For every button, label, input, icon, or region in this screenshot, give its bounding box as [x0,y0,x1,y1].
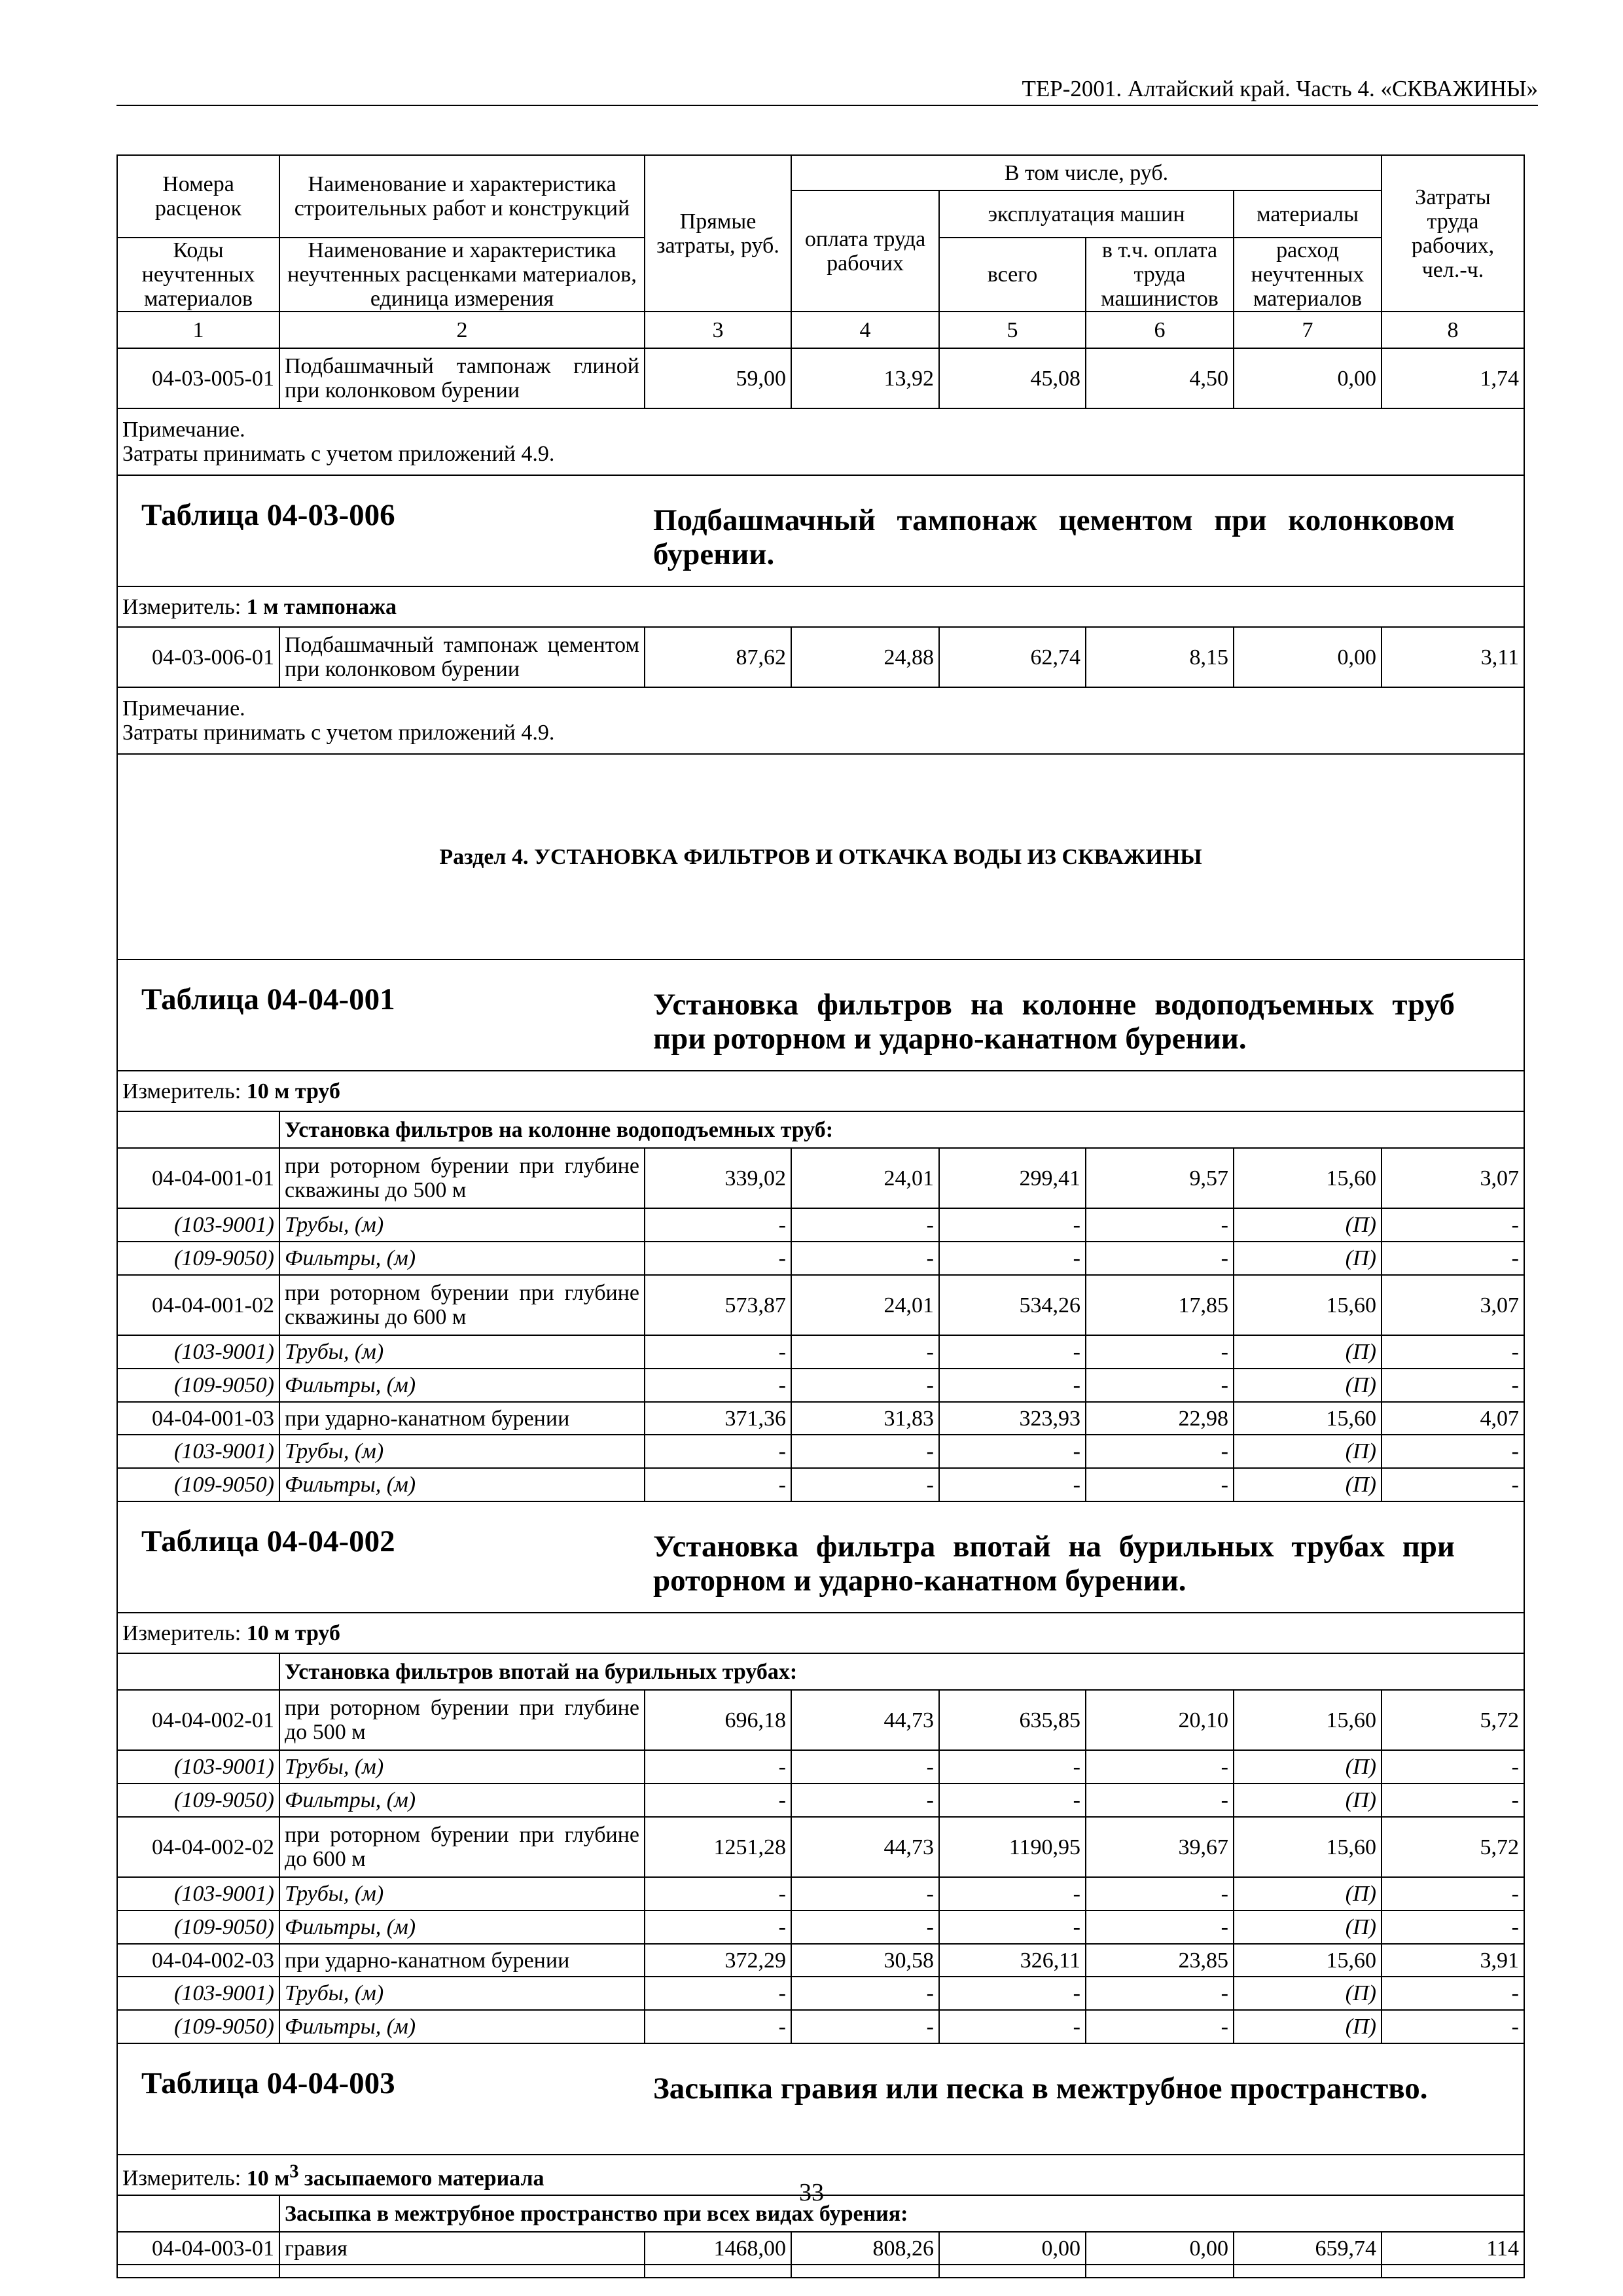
material-value: - [939,1242,1086,1275]
machinists-pay: 17,85 [1086,1275,1234,1335]
rate-description: Подбашмачный тампонаж цементом при колонковом бурении [279,627,645,687]
table-id: Таблица 04-04-001 [141,982,395,1016]
rate-description: Подбашмачный тампонаж глиной при колонковом бурении [279,348,645,408]
material-value: (П) [1234,1784,1382,1817]
rate-code: 04-04-001-03 [117,1402,279,1435]
rate-code: 04-04-001-02 [117,1275,279,1335]
direct-cost: 87,62 [645,627,791,687]
material-value: - [939,1208,1086,1242]
direct-cost: 59,00 [645,348,791,408]
machines-total: 62,74 [939,627,1086,687]
measure-row [117,1071,1524,1111]
direct-cost: 1251,28 [645,1817,791,1877]
material-name: Фильтры, (м) [279,1468,645,1501]
machinists-pay: 0,00 [1086,2232,1234,2265]
table-title: Подбашмачный тампонаж цементом при колонковом бурении. [653,503,1455,571]
material-value: - [791,1242,939,1275]
machinists-pay: 4,50 [1086,348,1234,408]
empty-cell [117,1653,279,1690]
material-value: - [1382,1468,1524,1501]
section-title: Раздел 4. УСТАНОВКА ФИЛЬТРОВ И ОТКАЧКА ВОДЫ ИЗ СКВАЖИНЫ [117,754,1524,960]
material-name: Трубы, (м) [279,1977,645,2010]
material-name: Трубы, (м) [279,1335,645,1369]
machines-total: 534,26 [939,1275,1086,1335]
rate-description: при роторном бурении при глубине скважины до 500 м [279,1148,645,1208]
material-value: - [939,1468,1086,1501]
direct-cost: 1468,00 [645,2232,791,2265]
material-row [117,2010,1524,2043]
measure-label: Измеритель: [122,2166,241,2191]
labor-hours: 5,72 [1382,1690,1524,1750]
material-value: - [791,1435,939,1468]
labor-pay: 13,92 [791,348,939,408]
rate-description: при ударно-канатном бурении [279,1944,645,1977]
material-value: - [645,2010,791,2043]
materials-cost: 15,60 [1234,1275,1382,1335]
material-value: - [1086,1877,1234,1910]
empty-cell [939,2265,1086,2278]
measure-value: 10 м труб [246,1079,340,1103]
col-machines-total-header: всего [939,238,1086,312]
material-value: - [791,1335,939,1369]
empty-cell [1086,2265,1234,2278]
note [117,687,1524,754]
measure-unit-rest: засыпаемого материала [304,2166,544,2191]
material-value: - [1382,1335,1524,1369]
table-heading [117,1501,1524,1613]
material-name: Фильтры, (м) [279,1910,645,1944]
col-direct-header: Прямые затраты, руб. [645,155,791,312]
material-name: Трубы, (м) [279,1435,645,1468]
material-value: - [939,1877,1086,1910]
labor-hours: 3,11 [1382,627,1524,687]
column-numbers-row [117,312,1524,348]
material-name: Фильтры, (м) [279,1242,645,1275]
labor-hours: 5,72 [1382,1817,1524,1877]
material-value: - [1086,1369,1234,1402]
material-value: - [791,1208,939,1242]
column-number: 3 [645,312,791,348]
material-value: - [791,1468,939,1501]
labor-hours: 3,07 [1382,1148,1524,1208]
column-number: 4 [791,312,939,348]
material-code: (103-9001) [117,1877,279,1910]
material-code: (109-9050) [117,1784,279,1817]
material-value: - [645,1877,791,1910]
rate-description: при роторном бурении при глубине до 500 м [279,1690,645,1750]
subhead-row [117,1111,1524,1148]
labor-pay: 30,58 [791,1944,939,1977]
material-value: - [791,1877,939,1910]
material-value: - [939,1977,1086,2010]
table-title: Засыпка гравия или песка в межтрубное пространство. [653,2072,1428,2106]
material-value: - [1382,1435,1524,1468]
col-materials-header: материалы [1234,190,1382,238]
labor-hours: 4,07 [1382,1402,1524,1435]
col-including-header: В том числе, руб. [791,155,1382,190]
material-name: Трубы, (м) [279,1208,645,1242]
direct-cost: 371,36 [645,1402,791,1435]
column-number: 2 [279,312,645,348]
material-value: (П) [1234,1977,1382,2010]
table-title: Установка фильтра впотай на бурильных трубах при роторном и ударно-канатном бурении. [653,1530,1455,1598]
materials-cost: 659,74 [1234,2232,1382,2265]
direct-cost: 696,18 [645,1690,791,1750]
rate-description: при роторном бурении при глубине до 600 м [279,1817,645,1877]
empty-cell [279,2265,645,2278]
material-value: - [1086,1910,1234,1944]
material-value: - [791,2010,939,2043]
table-heading-row [117,960,1524,1071]
material-value: - [1086,1468,1234,1501]
machinists-pay: 39,67 [1086,1817,1234,1877]
material-row [117,1435,1524,1468]
materials-cost: 15,60 [1234,1402,1382,1435]
note-title: Примечание. [122,418,245,442]
subhead: Установка фильтров впотай на бурильных трубах: [279,1653,1524,1690]
subhead: Установка фильтров на колонне водоподъемных труб: [279,1111,1524,1148]
empty-cell [1382,2265,1524,2278]
material-value: - [791,1977,939,2010]
material-row [117,1468,1524,1501]
material-row [117,1784,1524,1817]
material-value: - [645,1910,791,1944]
note-text: Затраты принимать с учетом приложений 4.9. [122,442,555,466]
material-value: - [1086,1750,1234,1784]
table-id: Таблица 04-04-003 [141,2066,395,2100]
material-value: - [1382,1750,1524,1784]
material-row [117,1335,1524,1369]
material-value: - [791,1369,939,1402]
labor-pay: 808,26 [791,2232,939,2265]
material-code: (109-9050) [117,1468,279,1501]
material-value: - [645,1208,791,1242]
section-row [117,754,1524,960]
material-name: Фильтры, (м) [279,1369,645,1402]
table-heading-row [117,1501,1524,1613]
material-row [117,1877,1524,1910]
labor-pay: 44,73 [791,1817,939,1877]
material-value: - [1382,1208,1524,1242]
material-value: - [939,1435,1086,1468]
material-name: Трубы, (м) [279,1877,645,1910]
rate-description: при роторном бурении при глубине скважины до 600 м [279,1275,645,1335]
material-row [117,1977,1524,2010]
machines-total: 45,08 [939,348,1086,408]
material-value: (П) [1234,2010,1382,2043]
material-row [117,1208,1524,1242]
material-code: (109-9050) [117,1910,279,1944]
machinists-pay: 9,57 [1086,1148,1234,1208]
machines-total: 0,00 [939,2232,1086,2265]
measure-value: 10 м труб [246,1621,340,1645]
material-value: - [645,1435,791,1468]
note-text: Затраты принимать с учетом приложений 4.9. [122,721,555,745]
material-value: - [645,1335,791,1369]
material-row [117,1750,1524,1784]
table-end-spacer [117,2265,1524,2278]
labor-hours: 3,91 [1382,1944,1524,1977]
rate-description: при ударно-канатном бурении [279,1402,645,1435]
material-value: - [645,1468,791,1501]
col-labor-cost-header: Затраты труда рабочих, чел.-ч. [1382,155,1524,312]
direct-cost: 573,87 [645,1275,791,1335]
header-rule [116,105,1538,106]
measure [117,586,1524,627]
column-number: 8 [1382,312,1524,348]
machinists-pay: 23,85 [1086,1944,1234,1977]
material-name: Фильтры, (м) [279,1784,645,1817]
material-value: - [791,1750,939,1784]
measure-row [117,586,1524,627]
measure-label: Измеритель: [122,1621,241,1645]
rates-table [116,154,1525,2278]
material-code: (103-9001) [117,1750,279,1784]
rate-code: 04-04-002-01 [117,1690,279,1750]
materials-cost: 15,60 [1234,1148,1382,1208]
column-number: 7 [1234,312,1382,348]
materials-cost: 0,00 [1234,348,1382,408]
material-value: - [645,1977,791,2010]
table-row [117,1817,1524,1877]
labor-hours: 1,74 [1382,348,1524,408]
material-value: - [645,1750,791,1784]
rate-code: 04-04-002-03 [117,1944,279,1977]
material-name: Фильтры, (м) [279,2010,645,2043]
machinists-pay: 8,15 [1086,627,1234,687]
direct-cost: 339,02 [645,1148,791,1208]
measure-row [117,1613,1524,1653]
note [117,408,1524,475]
empty-cell [117,2265,279,2278]
machines-total: 1190,95 [939,1817,1086,1877]
empty-cell [791,2265,939,2278]
material-value: - [791,1784,939,1817]
material-value: - [1382,2010,1524,2043]
machinists-pay: 20,10 [1086,1690,1234,1750]
page-number: 33 [799,2179,824,2206]
materials-cost: 15,60 [1234,1944,1382,1977]
measure [117,1071,1524,1111]
rate-code: 04-03-006-01 [117,627,279,687]
table-row [117,1690,1524,1750]
measure-unit: 10 м [246,2166,290,2191]
material-value: - [645,1369,791,1402]
col-name2-header: Наименование и характеристика неучтенных расценками материалов, единица измерения [279,238,645,312]
material-value: - [1382,1877,1524,1910]
table-heading-row [117,475,1524,586]
table-id: Таблица 04-04-002 [141,1524,395,1558]
labor-hours: 3,07 [1382,1275,1524,1335]
material-value: (П) [1234,1208,1382,1242]
measure-value: 1 м тампонажа [246,594,397,619]
rate-code: 04-04-001-01 [117,1148,279,1208]
col-name-header: Наименование и характеристика строительных работ и конструкций [279,155,645,238]
material-value: - [1382,1977,1524,2010]
subhead: Засыпка в межтрубное пространство при всех видах бурения: [279,2195,1524,2232]
material-row [117,1910,1524,1944]
material-row [117,1242,1524,1275]
running-head: ТЕР-2001. Алтайский край. Часть 4. «СКВАЖИНЫ» [1022,76,1538,101]
material-value: (П) [1234,1468,1382,1501]
materials-cost: 15,60 [1234,1817,1382,1877]
material-value: - [645,1242,791,1275]
material-value: - [791,1910,939,1944]
table-row [117,2232,1524,2265]
material-value: (П) [1234,1369,1382,1402]
machines-total: 323,93 [939,1402,1086,1435]
labor-pay: 24,01 [791,1275,939,1335]
material-value: - [1086,2010,1234,2043]
material-value: (П) [1234,1877,1382,1910]
material-row [117,1369,1524,1402]
material-value: - [1086,1977,1234,2010]
material-value: - [1086,1784,1234,1817]
material-value: (П) [1234,1750,1382,1784]
materials-cost: 0,00 [1234,627,1382,687]
material-code: (103-9001) [117,1435,279,1468]
table-row [117,1402,1524,1435]
material-code: (109-9050) [117,1369,279,1402]
col-codes-header: Коды неучтенных материалов [117,238,279,312]
column-number: 6 [1086,312,1234,348]
note-row [117,408,1524,475]
material-value: - [1086,1335,1234,1369]
col-materials-unaccounted-header: расход неучтенных материалов [1234,238,1382,312]
measure-label: Измеритель: [122,1079,241,1103]
column-number: 5 [939,312,1086,348]
material-code: (103-9001) [117,1977,279,2010]
header-row [117,155,1524,190]
table-title: Установка фильтров на колонне водоподъемных труб при роторном и ударно-канатном бурении. [653,988,1455,1056]
material-value: - [939,1335,1086,1369]
note-title: Примечание. [122,696,245,721]
measure-label: Измеритель: [122,594,241,619]
material-code: (109-9050) [117,1242,279,1275]
measure [117,1613,1524,1653]
table-row [117,1944,1524,1977]
material-value: - [939,2010,1086,2043]
table-row [117,1148,1524,1208]
column-number: 1 [117,312,279,348]
table-row [117,1275,1524,1335]
material-value: - [939,1784,1086,1817]
material-code: (103-9001) [117,1208,279,1242]
labor-pay: 44,73 [791,1690,939,1750]
material-value: - [1086,1242,1234,1275]
material-value: (П) [1234,1242,1382,1275]
subhead-row [117,1653,1524,1690]
measure-exponent: 3 [289,2161,299,2182]
empty-cell [645,2265,791,2278]
material-value: - [939,1750,1086,1784]
machinists-pay: 22,98 [1086,1402,1234,1435]
material-value: - [1086,1208,1234,1242]
labor-pay: 24,01 [791,1148,939,1208]
table-heading-row [117,2043,1524,2155]
table-heading [117,960,1524,1071]
material-value: - [1382,1910,1524,1944]
table-row [117,627,1524,687]
material-value: - [939,1910,1086,1944]
material-value: - [1086,1435,1234,1468]
machines-total: 326,11 [939,1944,1086,1977]
table-heading [117,475,1524,586]
machines-total: 299,41 [939,1148,1086,1208]
table-id: Таблица 04-03-006 [141,498,395,532]
labor-pay: 24,88 [791,627,939,687]
material-value: - [1382,1242,1524,1275]
material-value: (П) [1234,1335,1382,1369]
material-code: (103-9001) [117,1335,279,1369]
table-heading [117,2043,1524,2155]
material-name: Трубы, (м) [279,1750,645,1784]
material-value: - [1382,1369,1524,1402]
col-number-header: Номера расценок [117,155,279,238]
materials-cost: 15,60 [1234,1690,1382,1750]
rate-code: 04-04-002-02 [117,1817,279,1877]
material-code: (109-9050) [117,2010,279,2043]
col-machinists-header: в т.ч. оплата труда машинистов [1086,238,1234,312]
material-value: - [645,1784,791,1817]
col-labor-pay-header: оплата труда рабочих [791,190,939,312]
labor-hours: 114 [1382,2232,1524,2265]
note-row [117,687,1524,754]
empty-cell [1234,2265,1382,2278]
material-value: (П) [1234,1910,1382,1944]
empty-cell [117,1111,279,1148]
labor-pay: 31,83 [791,1402,939,1435]
material-value: - [939,1369,1086,1402]
rate-description: гравия [279,2232,645,2265]
material-value: - [1382,1784,1524,1817]
table-row [117,348,1524,408]
rate-code: 04-04-003-01 [117,2232,279,2265]
col-machines-header: эксплуатация машин [939,190,1234,238]
machines-total: 635,85 [939,1690,1086,1750]
material-value: (П) [1234,1435,1382,1468]
rate-code: 04-03-005-01 [117,348,279,408]
direct-cost: 372,29 [645,1944,791,1977]
